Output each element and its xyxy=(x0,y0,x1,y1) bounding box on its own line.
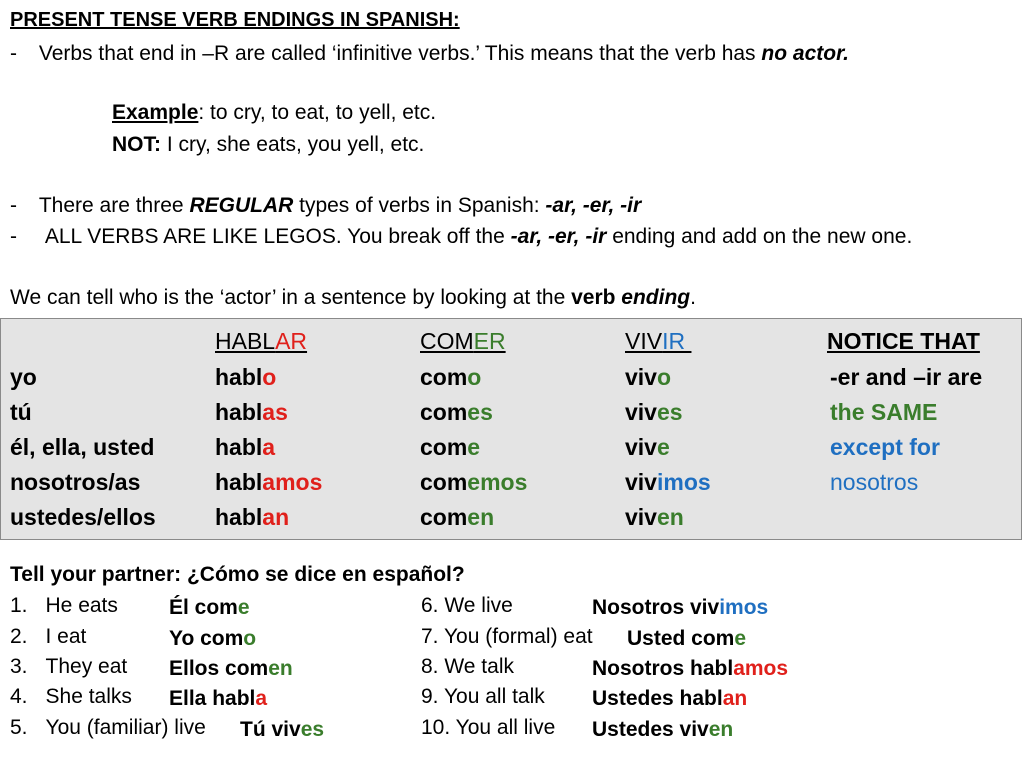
answer-ending: e xyxy=(237,596,250,619)
bullet-text: ending and add on the new one. xyxy=(606,225,913,248)
verb-ending: as xyxy=(262,399,288,425)
verb-ending: AR xyxy=(275,328,308,354)
practice-item: 6. We live xyxy=(421,594,513,617)
verb-ending: es xyxy=(656,399,683,425)
bullet-infinitive xyxy=(10,42,849,66)
practice-answer xyxy=(169,627,256,651)
verb-stem: viv xyxy=(625,469,657,495)
verb-stem: com xyxy=(420,434,468,460)
comer-form xyxy=(420,504,494,530)
verb-ending: es xyxy=(467,399,493,425)
bullet-dash: - xyxy=(10,42,17,65)
item-number: 5. xyxy=(10,716,28,739)
practice-answer xyxy=(592,657,788,681)
answer-stem: Ustedes viv xyxy=(592,718,709,741)
verb-stem: habl xyxy=(215,504,263,530)
verb-ending: emos xyxy=(467,469,528,495)
practice-heading: Tell your partner: ¿Cómo se dice en español? xyxy=(10,563,465,586)
hablar-form xyxy=(215,399,288,425)
bullet-emphasis: no actor. xyxy=(761,42,849,65)
bullet-regular xyxy=(10,194,641,218)
bullet-emphasis: REGULAR xyxy=(189,194,294,217)
bullet-dash: - xyxy=(10,194,17,217)
practice-answer xyxy=(240,718,324,742)
verb-ending: ER xyxy=(473,328,506,354)
answer-ending: imos xyxy=(719,596,769,619)
answer-stem: Ellos com xyxy=(169,657,269,680)
header-comer xyxy=(420,328,506,354)
answer-stem: Usted com xyxy=(627,627,735,650)
notice-title: NOTICE THAT xyxy=(827,328,980,354)
practice-item xyxy=(10,716,206,740)
answer-stem: Yo com xyxy=(169,627,244,650)
vivir-form xyxy=(625,434,670,460)
notice-line-3: except for xyxy=(830,434,940,460)
verb-stem: habl xyxy=(215,364,263,390)
verb-stem: com xyxy=(420,504,468,530)
practice-answer xyxy=(169,596,250,620)
answer-stem: Él com xyxy=(169,596,238,619)
bullet-text: types of verbs in Spanish: xyxy=(293,194,546,217)
verb-stem: COM xyxy=(420,328,474,354)
practice-answer xyxy=(592,718,733,742)
hablar-form xyxy=(215,469,322,495)
verb-stem: viv xyxy=(625,399,657,425)
practice-item xyxy=(10,685,132,709)
verb-stem: habl xyxy=(215,434,263,460)
bullet-endings: -ar, -er, -ir xyxy=(545,194,642,217)
notice-line-2: the SAME xyxy=(830,399,938,425)
actor-ending: ending xyxy=(621,286,691,309)
vivir-form xyxy=(625,469,711,495)
bullet-dash: - xyxy=(10,225,17,248)
practice-item: 9. You all talk xyxy=(421,685,545,708)
verb-stem: viv xyxy=(625,434,657,460)
item-number: 4. xyxy=(10,685,28,708)
item-prompt: She talks xyxy=(45,685,132,708)
pronoun-ustedes: ustedes/ellos xyxy=(10,504,156,530)
pronoun-yo: yo xyxy=(10,364,37,390)
verb-stem: com xyxy=(420,469,468,495)
verb-ending: an xyxy=(262,504,290,530)
not-label: NOT: xyxy=(112,133,161,156)
verb-ending: en xyxy=(656,504,684,530)
answer-stem: Ella habl xyxy=(169,687,256,710)
verb-stem: HABL xyxy=(215,328,276,354)
notice-line-4: nosotros xyxy=(830,469,919,495)
practice-answer xyxy=(169,687,267,711)
bullet-text: There are three xyxy=(38,194,190,217)
item-number: 2. xyxy=(10,625,28,648)
verb-stem: viv xyxy=(625,504,657,530)
practice-item: 7. You (formal) eat xyxy=(421,625,593,648)
verb-stem: VIV xyxy=(625,328,663,354)
actor-verb: verb xyxy=(571,286,616,309)
pronoun-el: él, ella, usted xyxy=(10,434,155,460)
item-prompt: You (familiar) live xyxy=(45,716,206,739)
item-prompt: He eats xyxy=(45,594,118,617)
verb-ending: o xyxy=(467,364,482,390)
example-text: : to cry, to eat, to yell, etc. xyxy=(198,101,437,124)
hablar-form xyxy=(215,364,276,390)
bullet-text: ALL VERBS ARE LIKE LEGOS. You break off the xyxy=(44,225,511,248)
practice-item xyxy=(10,625,86,649)
not-line xyxy=(112,133,424,157)
verb-ending: o xyxy=(262,364,277,390)
answer-ending: en xyxy=(268,657,293,680)
comer-form xyxy=(420,364,481,390)
answer-stem: Nosotros habl xyxy=(592,657,734,680)
bullet-legos xyxy=(10,225,912,249)
vivir-form xyxy=(625,399,683,425)
verb-stem: com xyxy=(420,399,468,425)
page-heading: PRESENT TENSE VERB ENDINGS IN SPANISH: xyxy=(10,9,460,31)
verb-ending: e xyxy=(656,434,670,460)
practice-answer xyxy=(169,657,293,681)
practice-item xyxy=(10,594,118,618)
comer-form xyxy=(420,469,527,495)
verb-stem: habl xyxy=(215,399,263,425)
answer-ending: an xyxy=(722,687,748,710)
bullet-text: Verbs that end in –R are called ‘infinitive verbs.’ This means that the verb has xyxy=(38,42,762,65)
verb-stem: habl xyxy=(215,469,263,495)
answer-ending: es xyxy=(300,718,325,741)
practice-item: 10. You all live xyxy=(421,716,556,739)
verb-ending: a xyxy=(262,434,276,460)
verb-stem: com xyxy=(420,364,468,390)
verb-ending: amos xyxy=(262,469,323,495)
actor-sentence xyxy=(10,286,696,310)
bullet-endings: -ar, -er, -ir xyxy=(510,225,607,248)
verb-ending: e xyxy=(467,434,481,460)
actor-text: We can tell who is the ‘actor’ in a sentence by looking at the xyxy=(10,286,572,309)
answer-ending: amos xyxy=(733,657,789,680)
hablar-form xyxy=(215,434,275,460)
verb-ending: imos xyxy=(656,469,711,495)
hablar-form xyxy=(215,504,289,530)
header-vivir xyxy=(625,328,691,354)
not-text: I cry, she eats, you yell, etc. xyxy=(161,133,425,156)
answer-ending: o xyxy=(243,627,257,650)
comer-form xyxy=(420,399,493,425)
header-hablar xyxy=(215,328,307,354)
example-line xyxy=(112,101,436,125)
practice-item: 8. We talk xyxy=(421,655,514,678)
notice-line-1: -er and –ir are xyxy=(830,364,983,390)
answer-ending: en xyxy=(708,718,734,741)
comer-form xyxy=(420,434,480,460)
pronoun-tu: tú xyxy=(10,399,32,425)
verb-ending: o xyxy=(656,364,672,390)
item-prompt: I eat xyxy=(45,625,87,648)
actor-period: . xyxy=(690,286,696,309)
answer-ending: e xyxy=(734,627,747,650)
answer-stem: Ustedes habl xyxy=(592,687,723,710)
practice-answer xyxy=(627,627,746,651)
item-number: 1. xyxy=(10,594,28,617)
verb-ending: en xyxy=(467,504,495,530)
verb-stem: viv xyxy=(625,364,657,390)
answer-stem: Tú viv xyxy=(240,718,301,741)
pronoun-nosotros: nosotros/as xyxy=(10,469,141,495)
item-prompt: They eat xyxy=(45,655,128,678)
item-number: 3. xyxy=(10,655,28,678)
answer-ending: a xyxy=(255,687,268,710)
practice-item xyxy=(10,655,127,679)
vivir-form xyxy=(625,504,684,530)
vivir-form xyxy=(625,364,671,390)
verb-ending: IR xyxy=(662,328,692,354)
example-label: Example xyxy=(112,101,199,124)
practice-answer xyxy=(592,596,768,620)
answer-stem: Nosotros viv xyxy=(592,596,720,619)
practice-answer xyxy=(592,687,747,711)
